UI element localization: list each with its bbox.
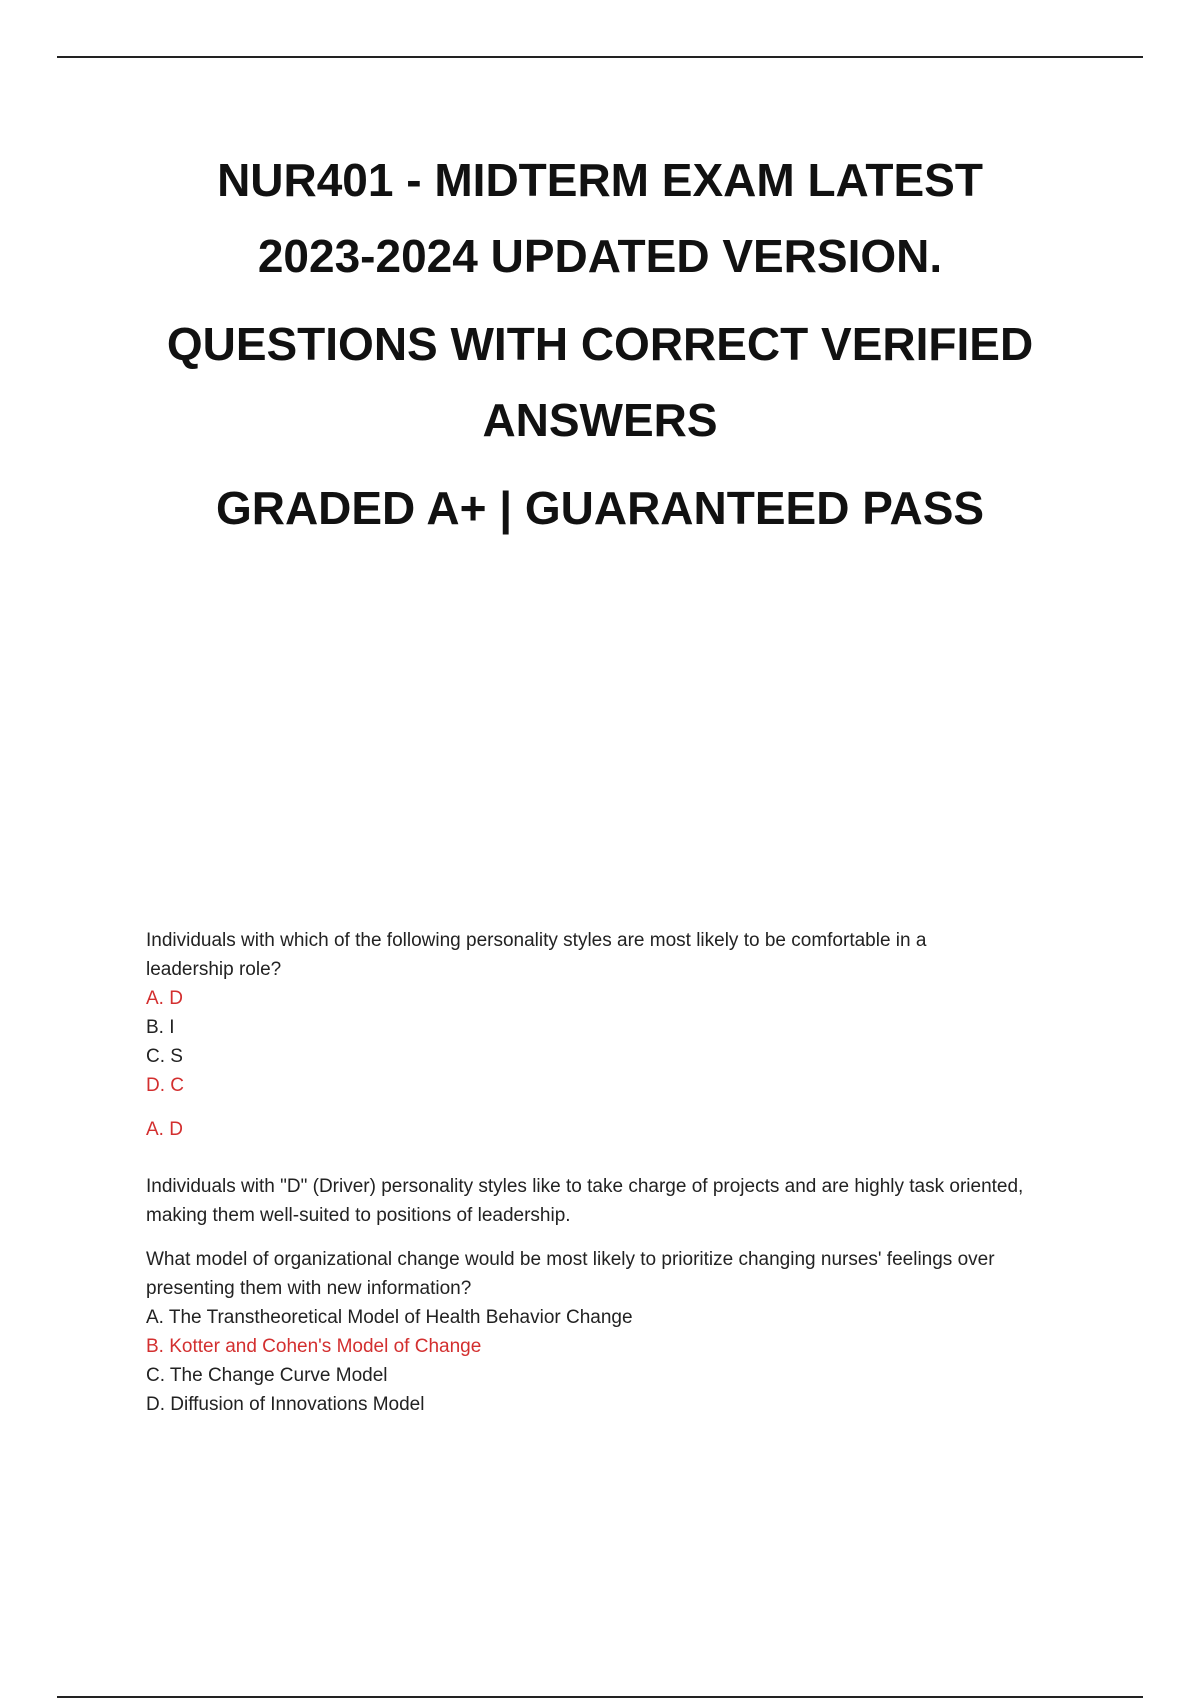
- question-2-option-a: A. The Transtheoretical Model of Health Behavior Change: [146, 1307, 633, 1328]
- title-line-3: QUESTIONS WITH CORRECT VERIFIED: [166, 318, 1034, 370]
- question-2-text-line-1: What model of organizational change would be most likely to prioritize changing nurses' feelings over: [146, 1249, 995, 1270]
- question-2-text-line-2: presenting them with new information?: [146, 1278, 472, 1299]
- question-1-option-a: A. D: [146, 988, 183, 1009]
- question-1: [146, 926, 1106, 1230]
- title-line-1: NUR401 - MIDTERM EXAM LATEST: [217, 154, 983, 206]
- title-line-2: 2023-2024 UPDATED VERSION.: [257, 230, 943, 282]
- document-title: [100, 142, 1100, 546]
- question-2-option-c: C. The Change Curve Model: [146, 1365, 388, 1386]
- question-1-rationale-line-1: Individuals with "D" (Driver) personality styles like to take charge of projects and are highly task oriented,: [146, 1176, 1024, 1197]
- bottom-rule: [57, 1696, 1143, 1698]
- question-2-option-d: D. Diffusion of Innovations Model: [146, 1394, 425, 1415]
- question-2-option-b: B. Kotter and Cohen's Model of Change: [146, 1336, 482, 1357]
- title-line-4: ANSWERS: [482, 394, 718, 446]
- question-1-rationale-line-2: making them well-suited to positions of leadership.: [146, 1205, 571, 1226]
- top-rule: [57, 56, 1143, 58]
- title-line-5: GRADED A+ | GUARANTEED PASS: [215, 482, 985, 534]
- question-1-option-b: B. I: [146, 1017, 175, 1038]
- question-1-answer: A. D: [146, 1119, 183, 1140]
- question-1-option-c: C. S: [146, 1046, 183, 1067]
- question-2: [146, 1245, 1106, 1419]
- question-1-text-line-2: leadership role?: [146, 959, 282, 980]
- question-content: [146, 926, 1106, 1419]
- question-1-option-d: D. C: [146, 1075, 184, 1096]
- question-1-text-line-1: Individuals with which of the following personality styles are most likely to be comfortable in a: [146, 930, 927, 951]
